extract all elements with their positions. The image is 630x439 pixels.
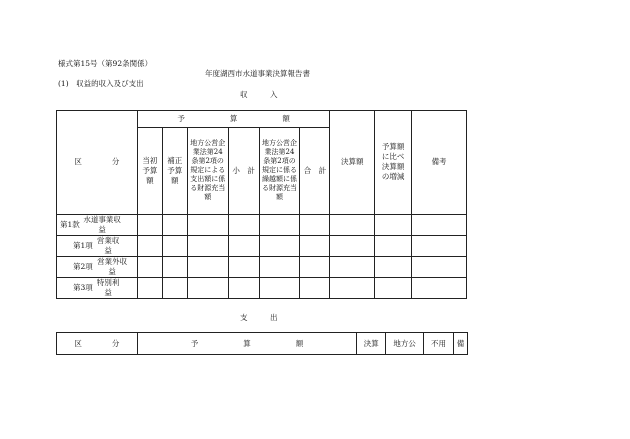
expense-col-chiho: 地方公 [386,333,424,355]
form-number: 様式第15号（第92条関係） [58,59,153,68]
expense-col-fuyo: 不用 [424,333,454,355]
table-row: 第3項 特別利益 [57,277,467,298]
income-col-yosan: 予 算 額 [137,111,330,128]
income-col-gokei: 合 計 [300,128,330,214]
table-row: 第2項 営業外収益 [57,256,467,277]
table-row: 第1項 営業収益 [57,235,467,256]
expense-col-biko: 備 [453,333,467,355]
income-col-biko: 備考 [412,111,467,215]
expense-table [56,332,468,355]
income-col-chiho2: 地方公営企業法第24条第2項の規定に係る繰越額に係る財源充当額 [259,128,300,214]
income-col-tosho: 当初予算額 [137,128,162,214]
expense-col-yosan: 予 算 額 [137,333,356,355]
table-row: 第1款 水道事業収益 [57,214,467,235]
section-heading: (1) 収益的収入及び支出 [58,79,144,88]
income-col-kubun: 区 分 [57,111,138,215]
income-col-chiho1: 地方公営企業法第24条第2項の規定による支出額に係る財源充当額 [187,128,228,214]
income-col-kessan: 決算額 [330,111,375,215]
income-col-hikaku: 予算額に比べ決算額の増減 [375,111,412,215]
income-col-hosei: 補正予算額 [162,128,187,214]
expense-col-kessan: 決算 [357,333,386,355]
income-table [56,110,467,299]
expense-heading: 支 出 [240,313,278,322]
income-col-shokei: 小 計 [228,128,259,214]
income-heading: 収 入 [240,90,278,99]
expense-col-kubun: 区 分 [57,333,138,355]
document-title: 年度湖西市水道事業決算報告書 [205,69,310,78]
